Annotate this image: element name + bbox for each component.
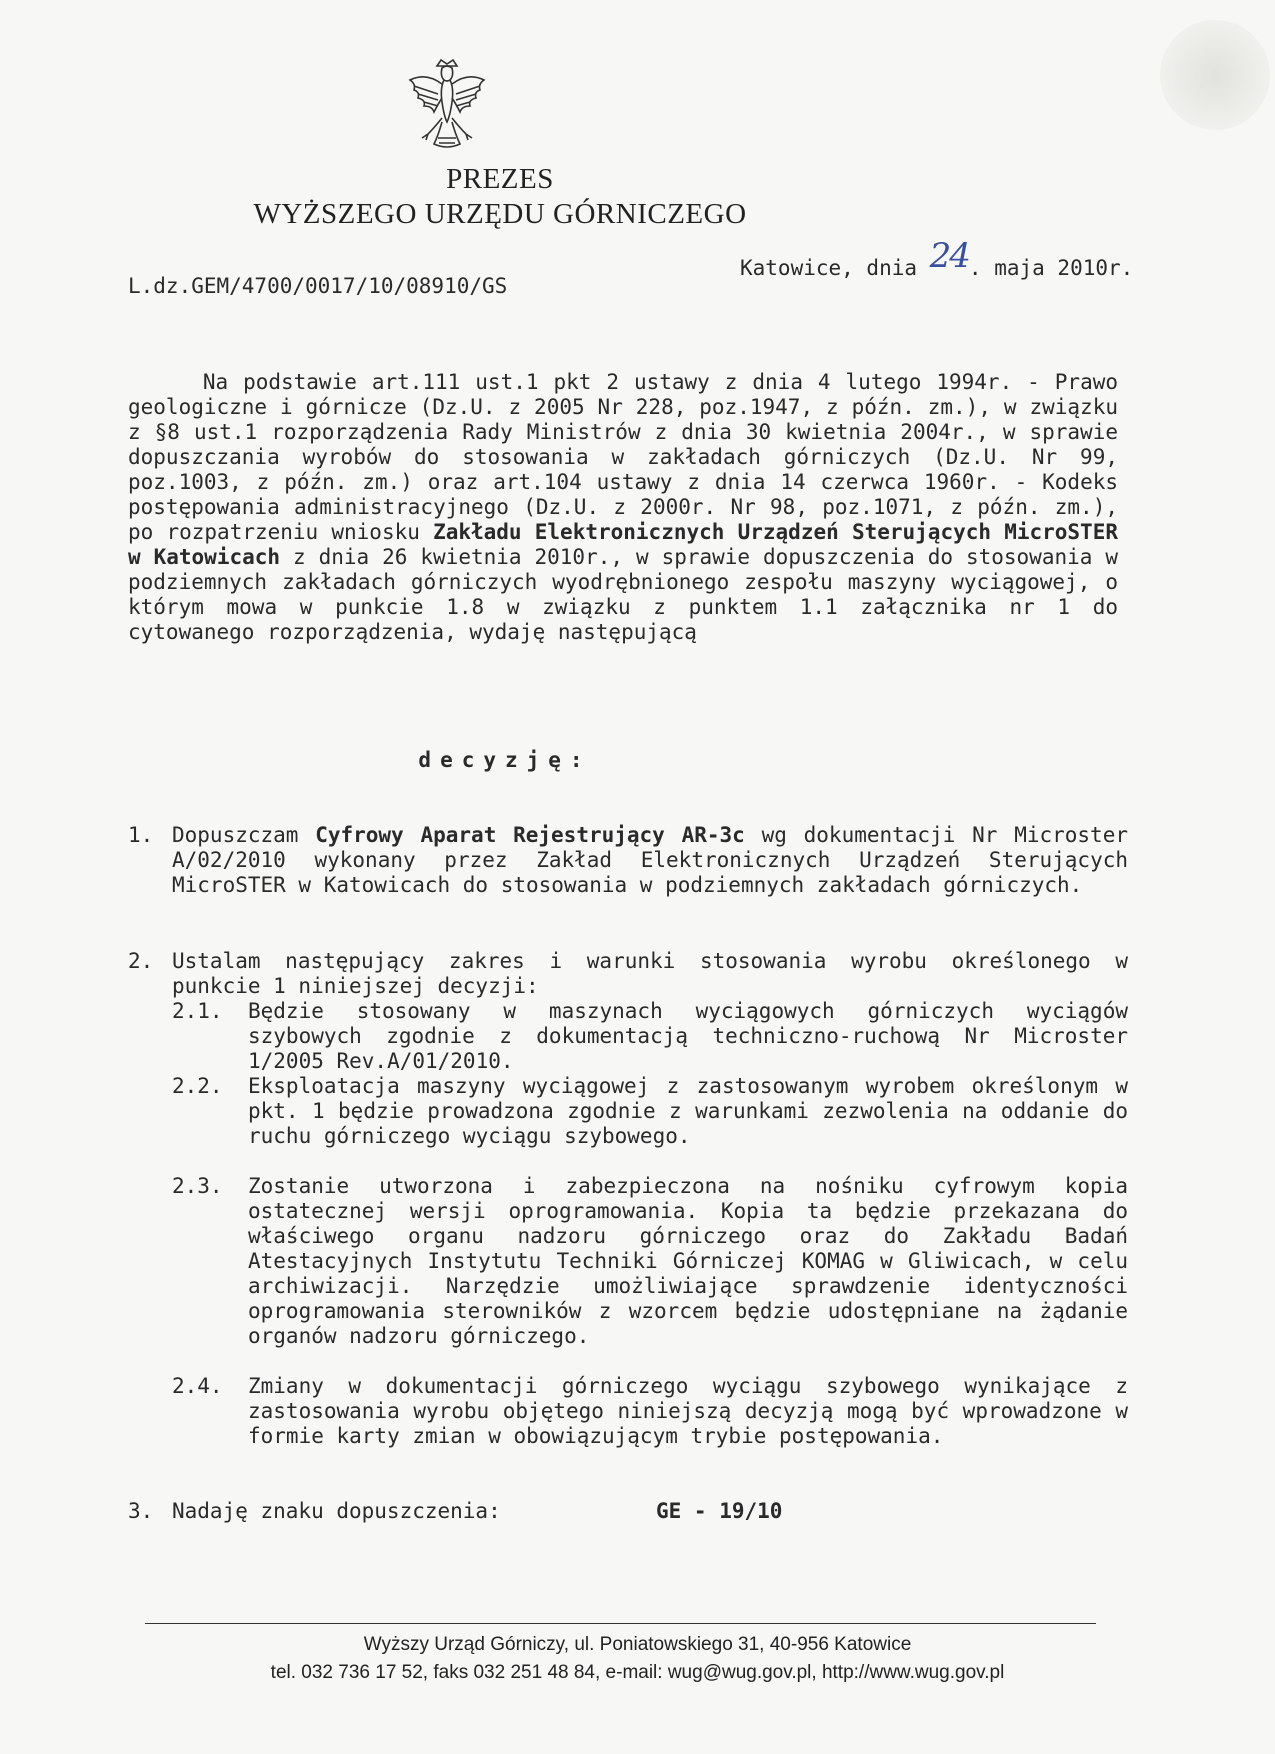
decision-item-3	[128, 1499, 1128, 1529]
sub-item-number: 2.2.	[172, 1074, 223, 1098]
header-title-line2: WYŻSZEGO URZĘDU GÓRNICZEGO	[253, 198, 747, 230]
item-text: Ustalam następujący zakres i warunki stosowania wyrobu określonego w punkcie 1 niniejszej decyzji:	[172, 949, 1128, 998]
item-number: 2.	[128, 949, 154, 973]
sub-item-2-4	[128, 1374, 1128, 1474]
reference-number: L.dz.GEM/4700/0017/10/08910/GS	[128, 274, 508, 298]
item-1-product: Cyfrowy Aparat Rejestrujący AR-3c	[315, 823, 745, 847]
item-1-text-b: wg dokumentacji Nr Microster A/02/2010 wykonany przez Zakład Elektronicznych Urządzeń Sterujących MicroSTER w Katowicach do stosowania w podziemnych zakładach górniczych.	[172, 823, 1128, 897]
item-number: 3.	[128, 1499, 154, 1523]
sub-item-2-3	[128, 1174, 1128, 1374]
approval-mark: GE - 19/10	[656, 1499, 783, 1523]
polish-eagle-emblem	[404, 58, 490, 154]
footer-divider	[145, 1623, 1096, 1624]
date-day-handwritten: 24	[929, 236, 969, 276]
intro-text-1: Na podstawie art.111 ust.1 pkt 2 ustawy z dnia 4 lutego 1994r. - Prawo geologiczne i górnicze (Dz.U. z 2005 Nr 228, poz.1947, z późn. zm.), w związku z §8 ust.1 rozporządzenia Rady Ministrów z dnia 30 kwietnia 2004r., w sprawie dopuszczania wyrobów do stosowania w zakładach górniczych (Dz.U. Nr 99, poz.1003, z późn. zm.) oraz art.104 ustawy z dnia 14 czerwca 1960r. - Kodeks postępowania administracyjnego (Dz.U. z 2000r. Nr 98, poz.1071, z późn. zm.), po rozpatrzeniu wniosku	[128, 370, 1118, 544]
sub-item-text: Zostanie utworzona i zabezpieczona na nośniku cyfrowym kopia ostatecznej wersji oprogramowania. Kopia ta będzie przekazana do właściwego organu nadzoru górniczego oraz do Zakładu Badań Atestacyjnych Instytutu Techniki Górniczej KOMAG w Gliwicach, w celu archiwizacji. Narzędzie umożliwiające sprawdzenie identyczności oprogramowania sterowników z wzorcem będzie udostępniane na żądanie organów nadzoru górniczego.	[248, 1174, 1128, 1348]
date-prefix: Katowice, dnia	[740, 256, 930, 280]
item-text: Nadaję znaku dopuszczenia:	[172, 1499, 501, 1523]
decision-item-1	[128, 823, 1128, 923]
intro-paragraph	[128, 370, 1118, 645]
decision-heading: decyzję:	[418, 748, 592, 772]
sub-item-text: Będzie stosowany w maszynach wyciągowych górniczych wyciągów szybowych zgodnie z dokumentacją techniczno-ruchową Nr Microster 1/2005 Rev.A/01/2010.	[248, 999, 1128, 1073]
decision-item-2	[128, 949, 1128, 999]
sub-item-2-1	[128, 999, 1128, 1074]
footer-address: Wyższy Urząd Górniczy, ul. Poniatowskiego 31, 40-956 Katowice	[363, 1634, 912, 1655]
scan-shadow	[1160, 20, 1270, 130]
intro-applicant: Zakładu Elektronicznych Urządzeń Sterujących MicroSTER w Katowicach	[128, 520, 1118, 569]
sub-item-2-2	[128, 1074, 1128, 1174]
date-line	[740, 236, 1134, 284]
item-number: 1.	[128, 823, 154, 847]
sub-item-text: Eksploatacja maszyny wyciągowej z zastosowanym wyrobem określonym w pkt. 1 będzie prowadzona zgodnie z warunkami zezwolenia na oddanie do ruchu górniczego wyciągu szybowego.	[248, 1074, 1128, 1148]
sub-item-number: 2.4.	[172, 1374, 223, 1398]
header-title-line1: PREZES	[446, 163, 554, 195]
item-1-text-a: Dopuszczam	[172, 823, 316, 847]
sub-item-number: 2.3.	[172, 1174, 223, 1198]
date-suffix: . maja 2010r.	[968, 256, 1134, 280]
sub-item-text: Zmiany w dokumentacji górniczego wyciągu szybowego wynikające z zastosowania wyrobu objętego niniejszą decyzją mogą być wprowadzone w formie karty zmian w obowiązującym trybie postępowania.	[248, 1374, 1128, 1448]
footer-contact: tel. 032 736 17 52, faks 032 251 48 84, e-mail: wug@wug.gov.pl, http://www.wug.gov.pl	[270, 1662, 1005, 1683]
item-text	[172, 823, 1128, 898]
sub-item-number: 2.1.	[172, 999, 223, 1023]
intro-text-2: z dnia 26 kwietnia 2010r., w sprawie dopuszczenia do stosowania w podziemnych zakładach górniczych wyodrębnionego zespołu maszyny wyciągowej, o którym mowa w punkcie 1.8 w związku z punktem 1.1 załącznika nr 1 do cytowanego rozporządzenia, wydaję następującą	[128, 545, 1118, 644]
